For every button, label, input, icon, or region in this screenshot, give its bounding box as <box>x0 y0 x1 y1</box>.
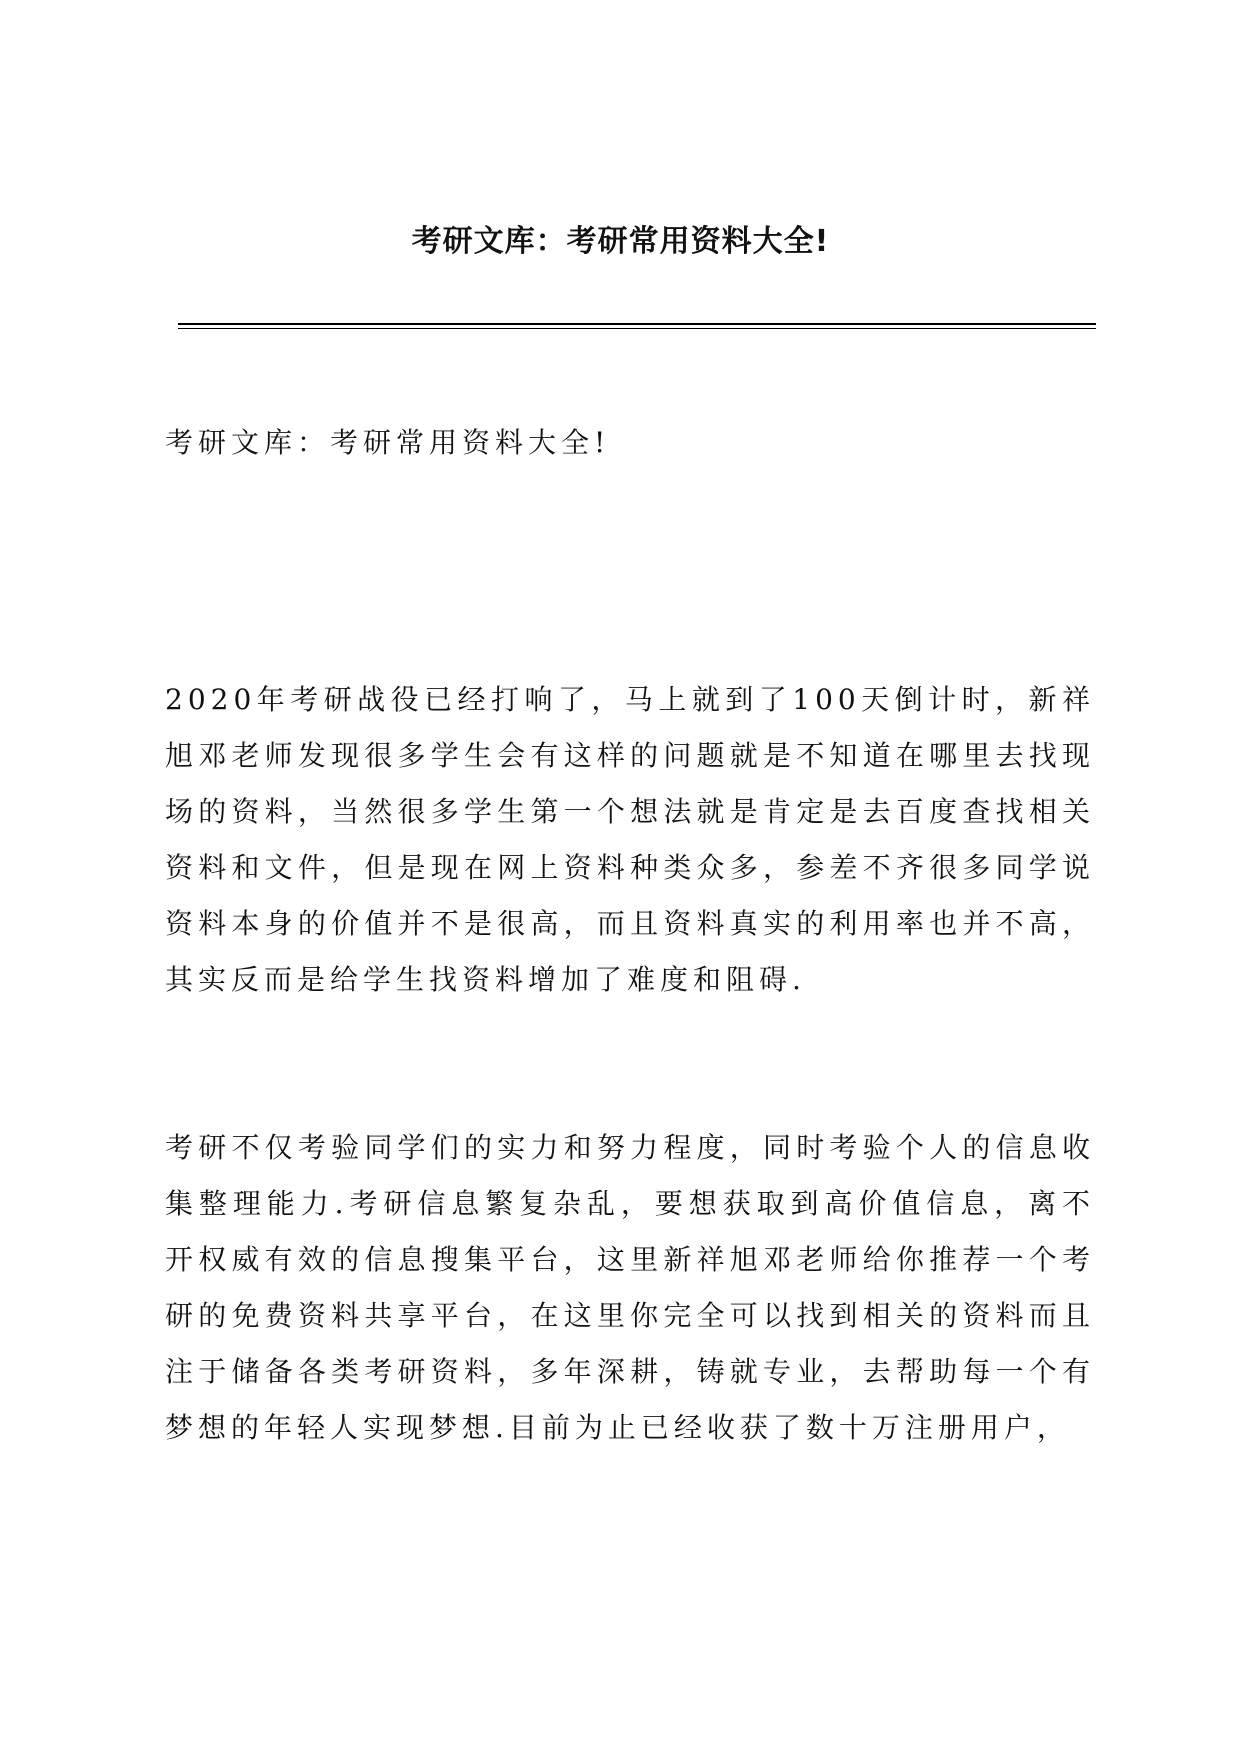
document-title: 考研文库：考研常用资料大全! <box>411 224 830 259</box>
title-divider <box>178 323 1096 325</box>
paragraph: 2020年考研战役已经打响了，马上就到了100天倒计时，新祥旭邓老师发现很多学生会有这样的问题就是不知道在哪里去找现场的资料，当然很多学生第一个想法就是肯定是去百度查找相关资料和文件，但是现在网上资料种类众多，参差不齐很多同学说资料本身的价值并不是很高，而且资料真实的利用率也并不高，其实反而是给学生找资料增加了难度和阻碍. <box>165 683 1095 996</box>
title-divider-thin <box>178 328 1096 329</box>
document-subtitle: 考研文库：考研常用资料大全! <box>165 426 611 459</box>
paragraph: 考研不仅考验同学们的实力和努力程度，同时考验个人的信息收集整理能力.考研信息繁复杂乱，要想获取到高价值信息，离不开权威有效的信息搜集平台，这里新祥旭邓老师给你推荐一个考研的免费资料共享平台，在这里你完全可以找到相关的资料而且注于储备各类考研资料，多年深耕，铸就专业，去帮助每一个有梦想的年轻人实现梦想.目前为止已经收获了数十万注册用户， <box>165 1131 1095 1444</box>
